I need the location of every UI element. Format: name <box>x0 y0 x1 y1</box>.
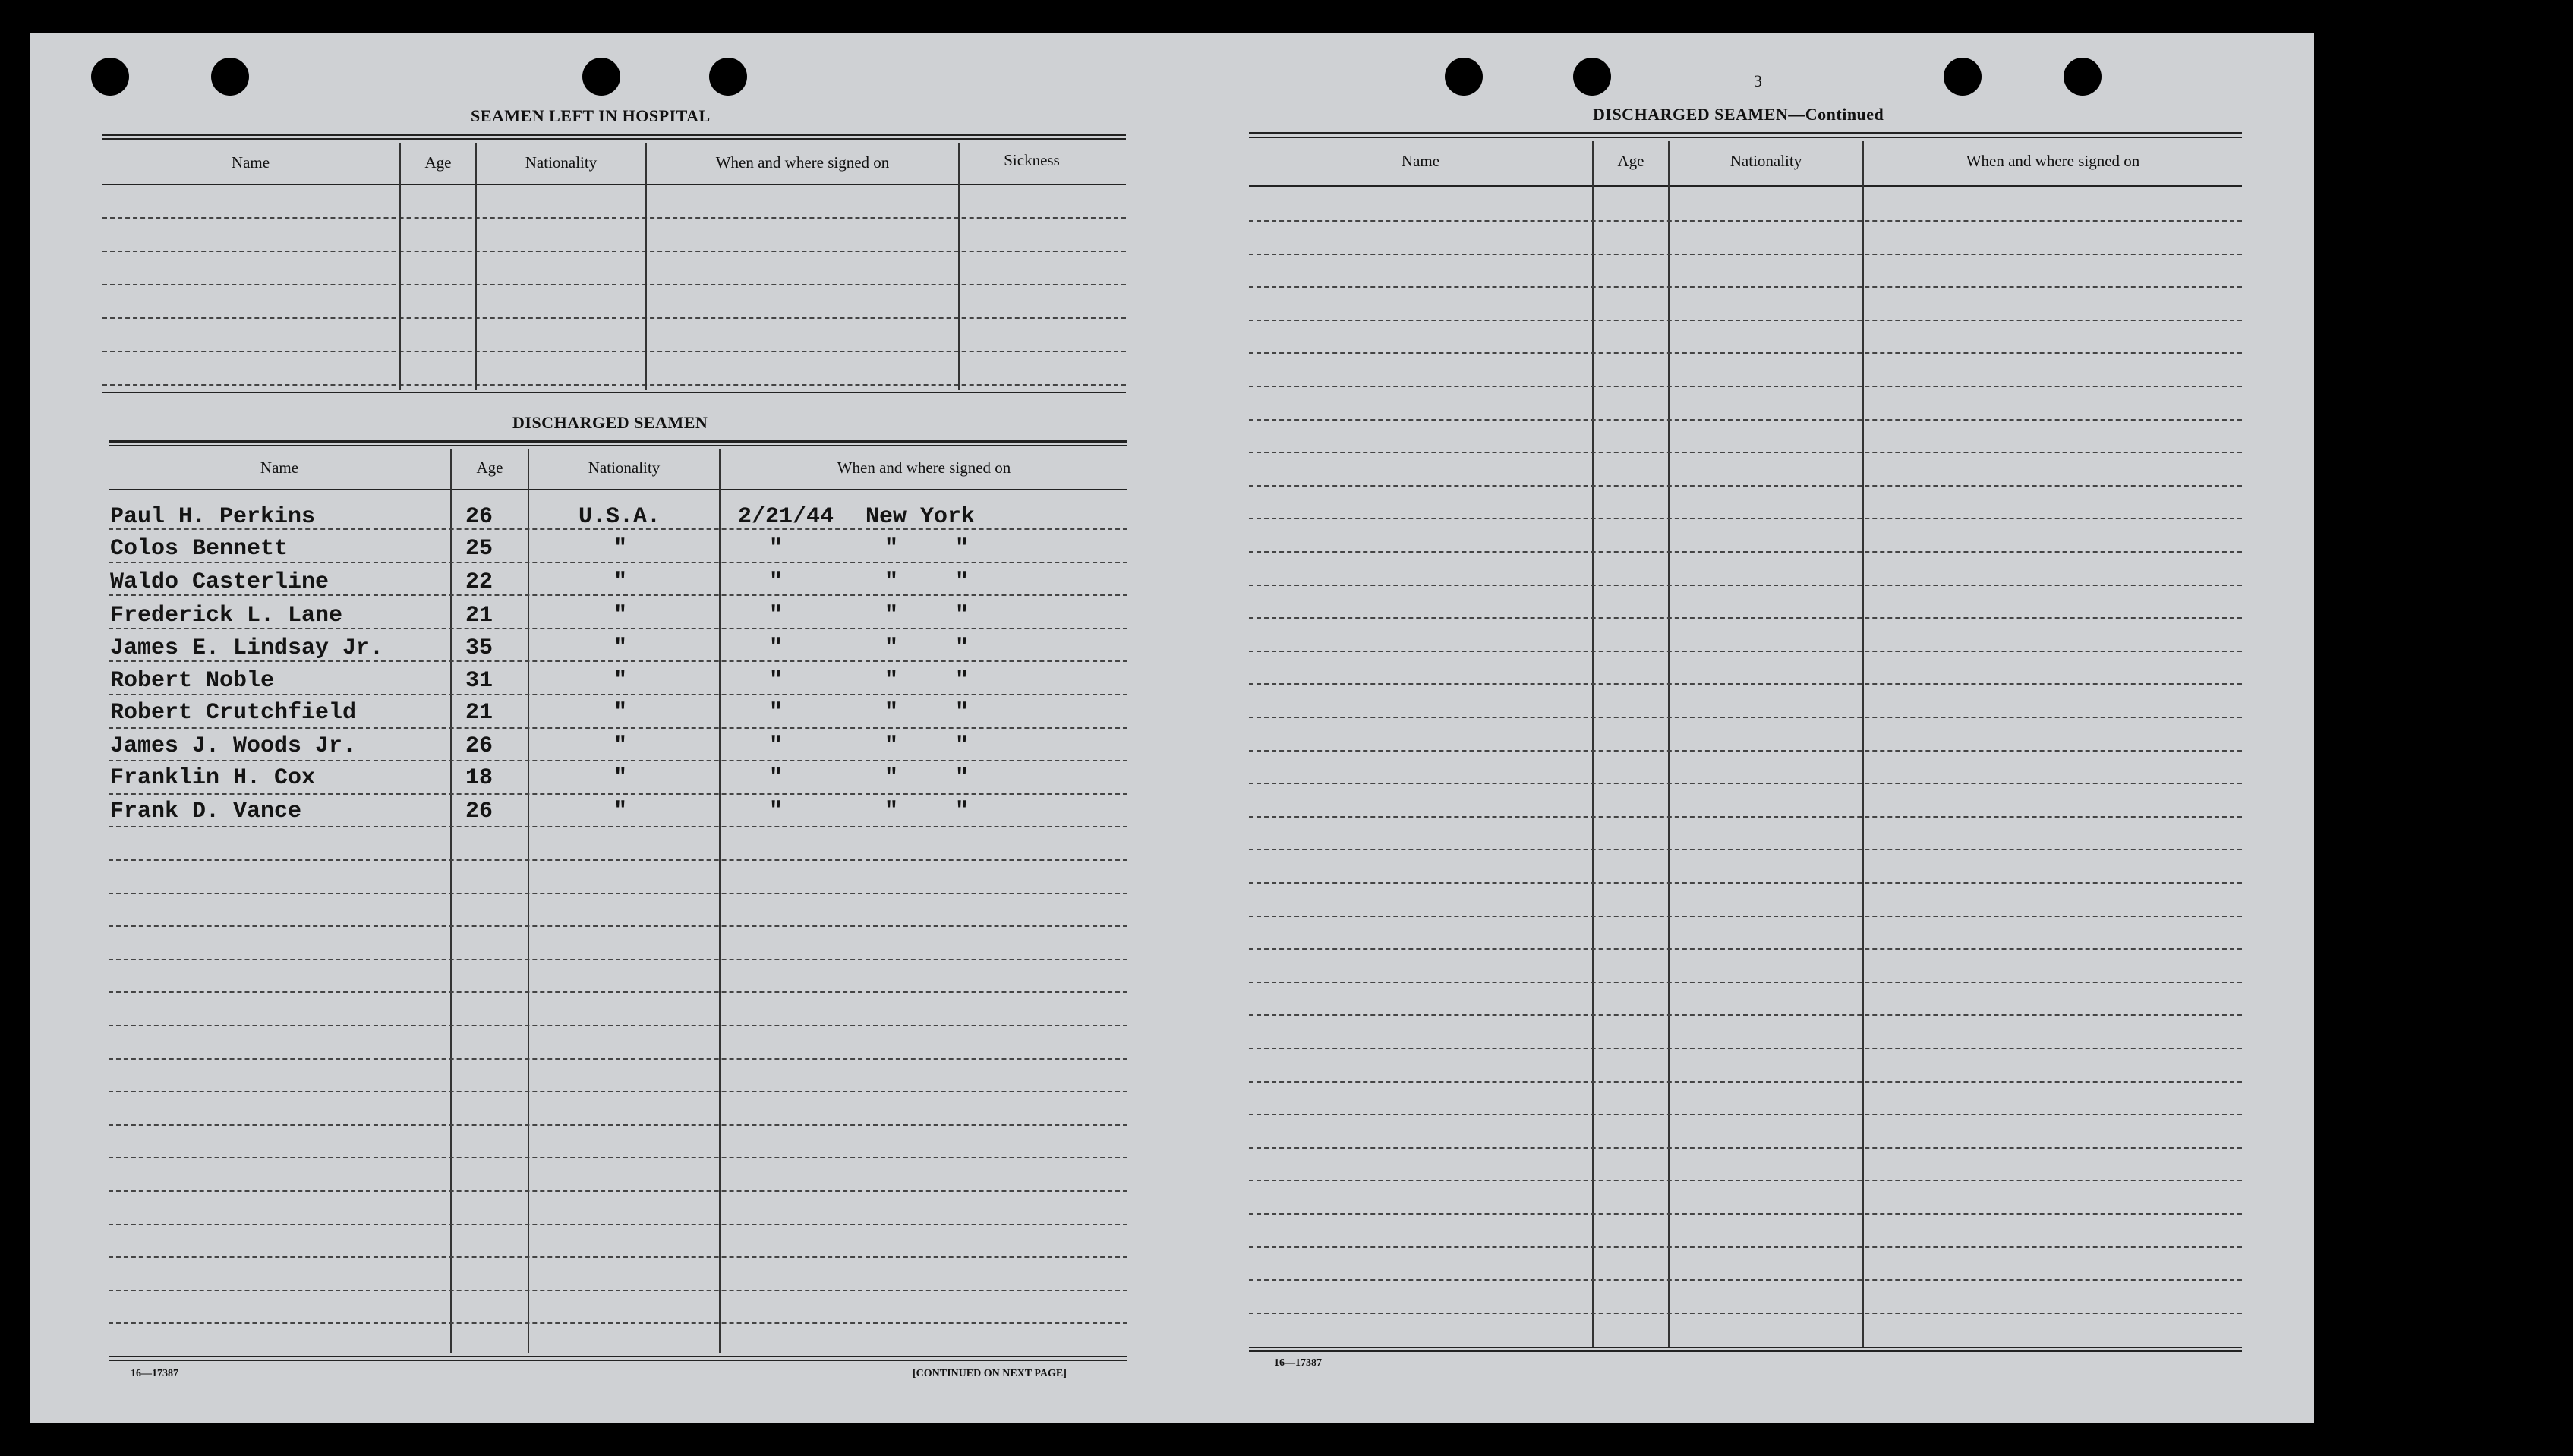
signed-on-place-city: " <box>884 765 899 791</box>
signed-on-place-city: " <box>884 799 899 824</box>
signed-on-place-state: " <box>955 668 970 694</box>
seaman-nationality: " <box>613 635 628 661</box>
discharged-col-nationality: Nationality <box>588 459 661 477</box>
signed-on-place-state: " <box>955 569 970 595</box>
hospital-col-signed-on: When and where signed on <box>715 153 890 172</box>
discharged-section-title: DISCHARGED SEAMEN <box>512 413 708 432</box>
signed-on-date: " <box>769 536 784 562</box>
right-section-title: DISCHARGED SEAMEN—Continued <box>1593 105 1884 124</box>
signed-on-date: " <box>769 765 784 791</box>
continued-note: [CONTINUED ON NEXT PAGE] <box>913 1368 1067 1379</box>
seaman-name: Robert Noble <box>110 668 275 694</box>
seaman-name: Waldo Casterline <box>110 569 330 595</box>
discharged-col-name: Name <box>260 459 299 477</box>
signed-on-place-state: " <box>955 635 970 661</box>
seaman-nationality: " <box>613 799 628 824</box>
right-form-number: 16—17387 <box>1274 1357 1322 1369</box>
seaman-name: Paul H. Perkins <box>110 504 316 530</box>
seaman-nationality: " <box>613 765 628 791</box>
seaman-age: 26 <box>465 733 493 759</box>
signed-on-date: " <box>769 569 784 595</box>
punch-hole <box>582 58 620 96</box>
signed-on-place-state: " <box>955 536 970 562</box>
signed-on-date: " <box>769 635 784 661</box>
signed-on-date: 2/21/44 <box>738 504 834 530</box>
discharged-col-age: Age <box>476 459 503 477</box>
left-page <box>30 33 1177 1423</box>
seaman-nationality: " <box>613 733 628 759</box>
right-col-age: Age <box>1617 152 1644 170</box>
seaman-name: Robert Crutchfield <box>110 700 357 726</box>
signed-on-place-state: " <box>955 799 970 824</box>
hospital-section-title: SEAMEN LEFT IN HOSPITAL <box>471 106 711 125</box>
seaman-age: 22 <box>465 569 493 595</box>
seaman-nationality: " <box>613 603 628 629</box>
signed-on-place-state: " <box>955 603 970 629</box>
punch-hole <box>1944 58 1982 96</box>
signed-on-date: " <box>769 603 784 629</box>
right-col-signed-on: When and where signed on <box>1966 152 2140 170</box>
punch-hole <box>2064 58 2102 96</box>
signed-on-date: " <box>769 733 784 759</box>
signed-on-place-city: " <box>884 668 899 694</box>
discharged-col-signed-on: When and where signed on <box>837 459 1011 477</box>
punch-hole <box>91 58 129 96</box>
right-col-nationality: Nationality <box>1730 152 1802 170</box>
signed-on-place-city: " <box>884 700 899 726</box>
punch-hole <box>709 58 747 96</box>
seaman-name: Frederick L. Lane <box>110 603 343 629</box>
seaman-name: Franklin H. Cox <box>110 765 316 791</box>
seaman-name: James E. Lindsay Jr. <box>110 635 384 661</box>
signed-on-place: New York <box>866 504 976 530</box>
signed-on-place-state: " <box>955 700 970 726</box>
signed-on-place-city: " <box>884 603 899 629</box>
seaman-age: 26 <box>465 504 493 530</box>
signed-on-place-city: " <box>884 635 899 661</box>
signed-on-place-city: " <box>884 536 899 562</box>
seaman-name: James J. Woods Jr. <box>110 733 357 759</box>
seaman-nationality: U.S.A. <box>579 504 661 530</box>
signed-on-place-state: " <box>955 733 970 759</box>
seaman-age: 35 <box>465 635 493 661</box>
signed-on-place-state: " <box>955 765 970 791</box>
hospital-col-age: Age <box>424 153 452 172</box>
seaman-age: 21 <box>465 700 493 726</box>
punch-hole <box>211 58 249 96</box>
right-page <box>1177 33 2314 1423</box>
signed-on-place-city: " <box>884 569 899 595</box>
seaman-name: Frank D. Vance <box>110 799 302 824</box>
seaman-nationality: " <box>613 536 628 562</box>
form-number: 16—17387 <box>131 1368 178 1379</box>
punch-hole <box>1573 58 1611 96</box>
seaman-age: 31 <box>465 668 493 694</box>
seaman-nationality: " <box>613 569 628 595</box>
right-col-name: Name <box>1401 152 1440 170</box>
hospital-col-name: Name <box>231 153 270 172</box>
seaman-name: Colos Bennett <box>110 536 289 562</box>
page-number: 3 <box>1754 71 1762 90</box>
signed-on-place-city: " <box>884 733 899 759</box>
punch-hole <box>1445 58 1483 96</box>
seaman-nationality: " <box>613 700 628 726</box>
signed-on-date: " <box>769 700 784 726</box>
seaman-age: 21 <box>465 603 493 629</box>
hospital-col-sickness: Sickness <box>1004 151 1060 169</box>
seaman-age: 18 <box>465 765 493 791</box>
seaman-age: 25 <box>465 536 493 562</box>
seaman-nationality: " <box>613 668 628 694</box>
signed-on-date: " <box>769 668 784 694</box>
signed-on-date: " <box>769 799 784 824</box>
hospital-col-nationality: Nationality <box>525 153 598 172</box>
seaman-age: 26 <box>465 799 493 824</box>
